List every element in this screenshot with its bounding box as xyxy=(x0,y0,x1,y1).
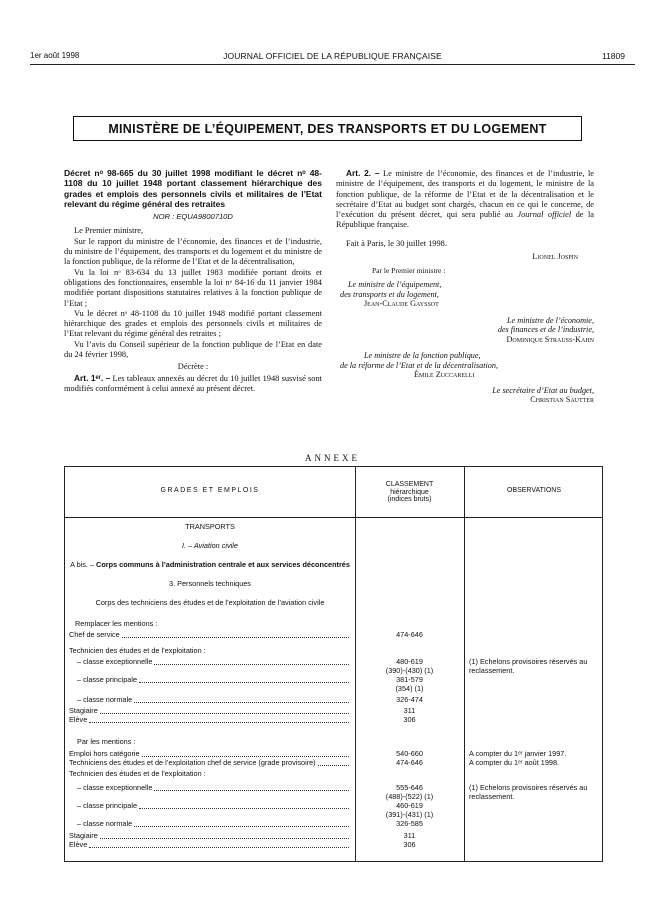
row-observation: A compter du 1ᵉʳ janvier 1997. xyxy=(469,749,567,758)
row-label: Stagiaire xyxy=(69,831,98,840)
header-grades: GRADES ET EMPLOIS xyxy=(160,487,260,494)
section-abis xyxy=(65,560,355,569)
header-divider xyxy=(65,517,602,518)
column-divider xyxy=(464,467,465,861)
row-observation: reclassement. xyxy=(469,666,515,675)
article-2 xyxy=(336,168,594,231)
signature-name: Émile Zuccarelli xyxy=(414,370,475,380)
signature-equipement xyxy=(340,280,594,309)
article-1-text: Les tableaux annexés au décret du 10 juillet 1948 susvisé sont modifiés conformément à celui annexé au présent décret. xyxy=(64,373,323,393)
row-observation: reclassement. xyxy=(469,792,515,801)
row-observation: A compter du 1ᵉʳ août 1998. xyxy=(469,758,560,767)
signature-name: Christian Sautter xyxy=(530,395,594,405)
dotted-leader xyxy=(134,702,349,703)
dotted-leader xyxy=(89,722,349,723)
par-premier-ministre: Par le Premier ministre : xyxy=(372,265,446,275)
decree-paragraph: Sur le rapport du ministre de l’économie, des finances et de l’industrie, du ministre de l’équipement, des transports et du logement et du ministre de la fonction publique, de la réforme de l’Etat et de la décentralisation, xyxy=(64,236,322,267)
section-transports: TRANSPORTS xyxy=(185,522,235,531)
row-classement: 311 xyxy=(403,706,416,715)
row-observation: (1) Echelons provisoires réservés au xyxy=(469,657,588,666)
section-abis-text: Corps communs à l’administration centrale et aux services déconcentrés xyxy=(96,560,350,569)
row-label: – classe exceptionnelle xyxy=(77,657,153,666)
row-label: Techniciens des études et de l’exploitation chef de service (grade provisoire) xyxy=(69,758,316,767)
row-label: Emploi hors catégorie xyxy=(69,749,140,758)
dotted-leader xyxy=(142,756,349,757)
row-classement: (354) (1) xyxy=(395,684,424,693)
signature-role: Le ministre de l’équipement, xyxy=(348,280,442,290)
row-classement: 306 xyxy=(403,715,416,724)
header-classement-line: hiérarchique xyxy=(390,488,429,496)
row-label: Elève xyxy=(69,715,88,724)
signature-role: Le ministre de la fonction publique, xyxy=(364,351,481,361)
signature-budget xyxy=(336,386,594,405)
row-label: – classe normale xyxy=(77,819,133,828)
row-classement: 311 xyxy=(403,831,416,840)
row-classement: 306 xyxy=(403,840,416,849)
dotted-leader xyxy=(154,790,349,791)
signature-role: Le ministre de l’économie, xyxy=(506,315,594,325)
decree-paragraph: Vu l’avis du Conseil supérieur de la fonction publique de l’Etat en date du 24 février 1998, xyxy=(64,339,322,360)
section-aviation: I. – Aviation civile xyxy=(182,541,238,550)
header-date: 1er août 1998 xyxy=(30,51,80,60)
pm-signature: Lionel Jospin xyxy=(532,252,578,262)
section-corps: Corps des techniciens des études et de l’exploitation de l’aviation civile xyxy=(95,598,325,607)
article-1-label: Art. 1ᵉʳ. – xyxy=(74,372,111,383)
page-number: 11809 xyxy=(601,51,625,61)
row-classement: 326-585 xyxy=(396,819,423,828)
ministry-title: MINISTÈRE DE L’ÉQUIPEMENT, DES TRANSPORTS ET DU LOGEMENT xyxy=(108,121,547,136)
annexe-table xyxy=(64,466,603,862)
section-personnels: 3. Personnels techniques xyxy=(169,579,251,588)
ministry-box xyxy=(73,116,582,141)
row-label: – classe normale xyxy=(77,695,133,704)
row-label: Technicien des études et de l’exploitation : xyxy=(69,646,206,655)
row-classement: (488)-(522) (1) xyxy=(385,792,434,801)
row-classement: 555-646 xyxy=(396,783,423,792)
row-label: Remplacer les mentions : xyxy=(75,619,158,628)
dotted-leader xyxy=(139,808,349,809)
signature-fonction-publique xyxy=(340,351,594,380)
dotted-leader xyxy=(100,713,349,714)
signature-role: de la réforme de l’Etat et de la décentralisation, xyxy=(340,360,499,370)
decree-intro: Le Premier ministre, xyxy=(74,226,144,236)
row-label: – classe exceptionnelle xyxy=(77,783,153,792)
row-classement: (390)-(430) (1) xyxy=(385,666,434,675)
place-date: Fait à Paris, le 30 juillet 1998. xyxy=(346,238,447,248)
row-classement: 474-646 xyxy=(396,630,423,639)
nor-reference: NOR : EQUA9800710D xyxy=(153,212,233,222)
header-classement xyxy=(355,481,464,504)
dotted-leader xyxy=(100,838,349,839)
row-classement: 474-646 xyxy=(396,758,423,767)
row-classement: 381-579 xyxy=(396,675,423,684)
row-classement: 460-619 xyxy=(396,801,423,810)
row-classement: (391)-(431) (1) xyxy=(385,810,434,819)
signature-name: Jean-Claude Gayssot xyxy=(364,299,439,309)
row-label: Par les mentions : xyxy=(77,737,136,746)
annexe-title: ANNEXE xyxy=(305,453,360,463)
decree-title: Décret nᵒ 98-665 du 30 juillet 1998 modifiant le décret nᵒ 48-1108 du 10 juillet 1948 portant classement hiérarchique des grades et emplois des personnels civils et militaires de l’Etat relevant du régime général des retraites xyxy=(64,168,322,209)
right-column xyxy=(336,168,594,405)
row-label: Elève xyxy=(69,840,88,849)
section-abis-prefix: A bis. – xyxy=(70,560,95,569)
article-2-label: Art. 2. – xyxy=(346,168,380,178)
row-classement: 326-474 xyxy=(396,695,423,704)
signature-role: des finances et de l’industrie, xyxy=(497,325,594,335)
dotted-leader xyxy=(134,826,349,827)
signature-role: des transports et du logement, xyxy=(340,289,439,299)
journal-title: JOURNAL OFFICIEL DE LA RÉPUBLIQUE FRANÇAISE xyxy=(223,51,442,61)
row-observation: (1) Echelons provisoires réservés au xyxy=(469,783,588,792)
row-classement: 480-619 xyxy=(396,657,423,666)
header-observations: OBSERVATIONS xyxy=(506,487,562,494)
signature-name: Dominique Strauss-Kahn xyxy=(506,334,594,344)
journal-officiel-text: Journal officiel xyxy=(517,210,572,220)
dotted-leader xyxy=(154,664,349,665)
article-2-text: Le ministre de l’économie, des finances et de l’industrie, le ministre de l’équipement, des transports et du logement, le ministre de la fonction publique, de la réforme de l’Etat et de la décentralisation et le secrétaire d’Etat au budget sont chargés, chacun en ce qui le concerne, de l’exécution du présent décret, qui sera publié au xyxy=(336,169,594,220)
decree-paragraph: Vu le décret nᵒ 48-1108 du 10 juillet 1948 modifié portant classement hiérarchique des grades et emplois des personnels civils et militaires de l’Etat relevant du régime général des retraites ; xyxy=(64,308,322,339)
article-2-end: de la République française. xyxy=(336,210,595,230)
dotted-leader xyxy=(122,637,349,638)
dotted-leader xyxy=(318,765,349,766)
signature-role: Le secrétaire d’Etat au budget, xyxy=(492,385,594,395)
header-rule xyxy=(30,64,635,65)
signature-economie xyxy=(336,316,594,345)
dotted-leader xyxy=(89,847,349,848)
row-classement: 540-660 xyxy=(396,749,423,758)
header-classement-line: (indices bruts) xyxy=(387,496,432,503)
dotted-leader xyxy=(139,682,349,683)
row-label: Technicien des études et de l’exploitation : xyxy=(69,769,206,778)
row-label: – classe principale xyxy=(77,675,138,684)
row-label: Chef de service xyxy=(69,630,120,639)
decrete-label: Décrète : xyxy=(177,362,209,372)
row-label: Stagiaire xyxy=(69,706,98,715)
left-column xyxy=(64,168,322,394)
article-1 xyxy=(64,373,322,395)
decree-paragraph: Vu la loi nᵒ 83-634 du 13 juillet 1983 modifiée portant droits et obligations des fonctionnaires, ensemble la loi nᵒ 84-16 du 11 janvier 1984 modifiée portant dispositions statutaires relatives à la fonction publique de l’Etat ; xyxy=(64,267,322,308)
row-label: – classe principale xyxy=(77,801,138,810)
header-classement-line: CLASSEMENT xyxy=(385,481,434,488)
